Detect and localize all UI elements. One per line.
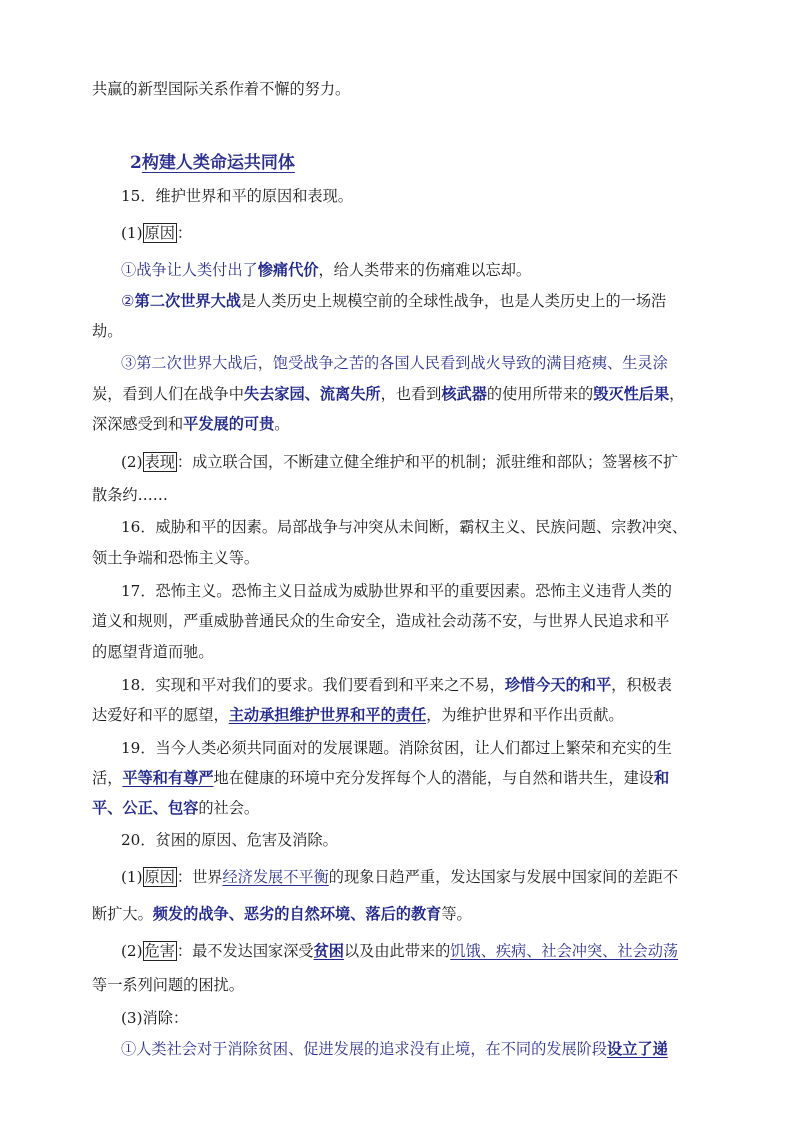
q20-cause-line-1: (1) 原因 ：世界经济发展不平衡的现象日趋严重，发达国家与发展中国家间的差距不 bbox=[121, 868, 679, 886]
q20-eliminate-label: (3)消除： bbox=[121, 1009, 189, 1027]
q20-harm-line-1: (2) 危害 ：最不发达国家深受贫困以及由此带来的饥饿、疾病、社会冲突、社会动荡 bbox=[121, 942, 679, 960]
paragraph-line: 共赢的新型国际关系作着不懈的努力。 bbox=[92, 80, 351, 98]
q19-line-3: 平、公正、包容的社会。 bbox=[92, 799, 260, 817]
item-marker: (1) bbox=[121, 224, 143, 242]
heading-title: 构建人类命运共同体 bbox=[141, 153, 295, 173]
q17-line-1: 17．恐怖主义。恐怖主义日益成为威胁世界和平的重要因素。恐怖主义违背人类的 bbox=[121, 582, 672, 600]
q18-line-2: 达爱好和平的愿望，主动承担维护世界和平的责任，为维护世界和平作出贡献。 bbox=[92, 706, 624, 724]
q20-eliminate-line-1: ①人类社会对于消除贫困、促进发展的追求没有止境，在不同的发展阶段设立了递 bbox=[121, 1040, 668, 1058]
q15-title: 15．维护世界和平的原因和表现。 bbox=[121, 187, 353, 205]
q19-line-1: 19．当今人类必须共同面对的发展课题。消除贫困，让人们都过上繁荣和充实的生 bbox=[121, 739, 672, 757]
harm-label-box: 危害 bbox=[144, 942, 175, 960]
q15-reason-2: ②第二次世界大战是人类历史上规模空前的全球性战争，也是人类历史上的一场浩 bbox=[121, 292, 667, 310]
section-heading bbox=[130, 148, 295, 173]
q15-reason-2-cont: 劫。 bbox=[92, 322, 123, 340]
cause-label-box: 原因 bbox=[144, 868, 175, 886]
q17-line-3: 的愿望背道而驰。 bbox=[92, 643, 214, 661]
q15-reason-3-cont: 炭，看到人们在战争中失去家园、流离失所，也看到核武器的使用所带来的毁灭性后果， bbox=[92, 385, 685, 403]
q17-line-2: 道义和规则，严重威胁普通民众的生命安全，造成社会动荡不安，与世界人民追求和平 bbox=[92, 612, 670, 630]
manifestation-label-box: 表现 bbox=[144, 453, 175, 471]
q15-cause-label-line: (1) 原因 ： bbox=[121, 224, 193, 242]
q15-reason-3-cont2: 深深感受到和平发展的可贵。 bbox=[92, 415, 290, 433]
q20-cause-line-2: 断扩大。频发的战争、恶劣的自然环境、落后的教育等。 bbox=[92, 905, 472, 923]
q20-title: 20．贫困的原因、危害及消除。 bbox=[121, 831, 338, 849]
q15-reason-1: ①战争让人类付出了惨痛代价，给人类带来的伤痛难以忘却。 bbox=[121, 261, 532, 279]
q15-manifestation: (2) 表现 ：成立联合国，不断建立健全维护和平的机制；派驻维和部队；签署核不扩 bbox=[121, 453, 679, 471]
q16-line-1: 16．威胁和平的因素。局部战争与冲突从未间断，霸权主义、民族问题、宗教冲突、 bbox=[121, 518, 688, 536]
q15-manifestation-cont: 散条约…… bbox=[92, 486, 168, 504]
cause-label-box: 原因 bbox=[144, 224, 175, 242]
q18-line-1: 18．实现和平对我们的要求。我们要看到和平来之不易，珍惜今天的和平，积极表 bbox=[121, 676, 672, 694]
q19-line-2: 活，平等和有尊严地在健康的环境中充分发挥每个人的潜能，与自然和谐共生，建设和 bbox=[92, 769, 670, 787]
q20-harm-line-2: 等一系列问题的困扰。 bbox=[92, 976, 244, 994]
q16-line-2: 领土争端和恐怖主义等。 bbox=[92, 549, 260, 567]
q15-reason-3: ③第二次世界大战后，饱受战争之苦的各国人民看到战火导致的满目疮痍、生灵涂 bbox=[121, 354, 668, 372]
heading-number: 2 bbox=[130, 153, 142, 173]
